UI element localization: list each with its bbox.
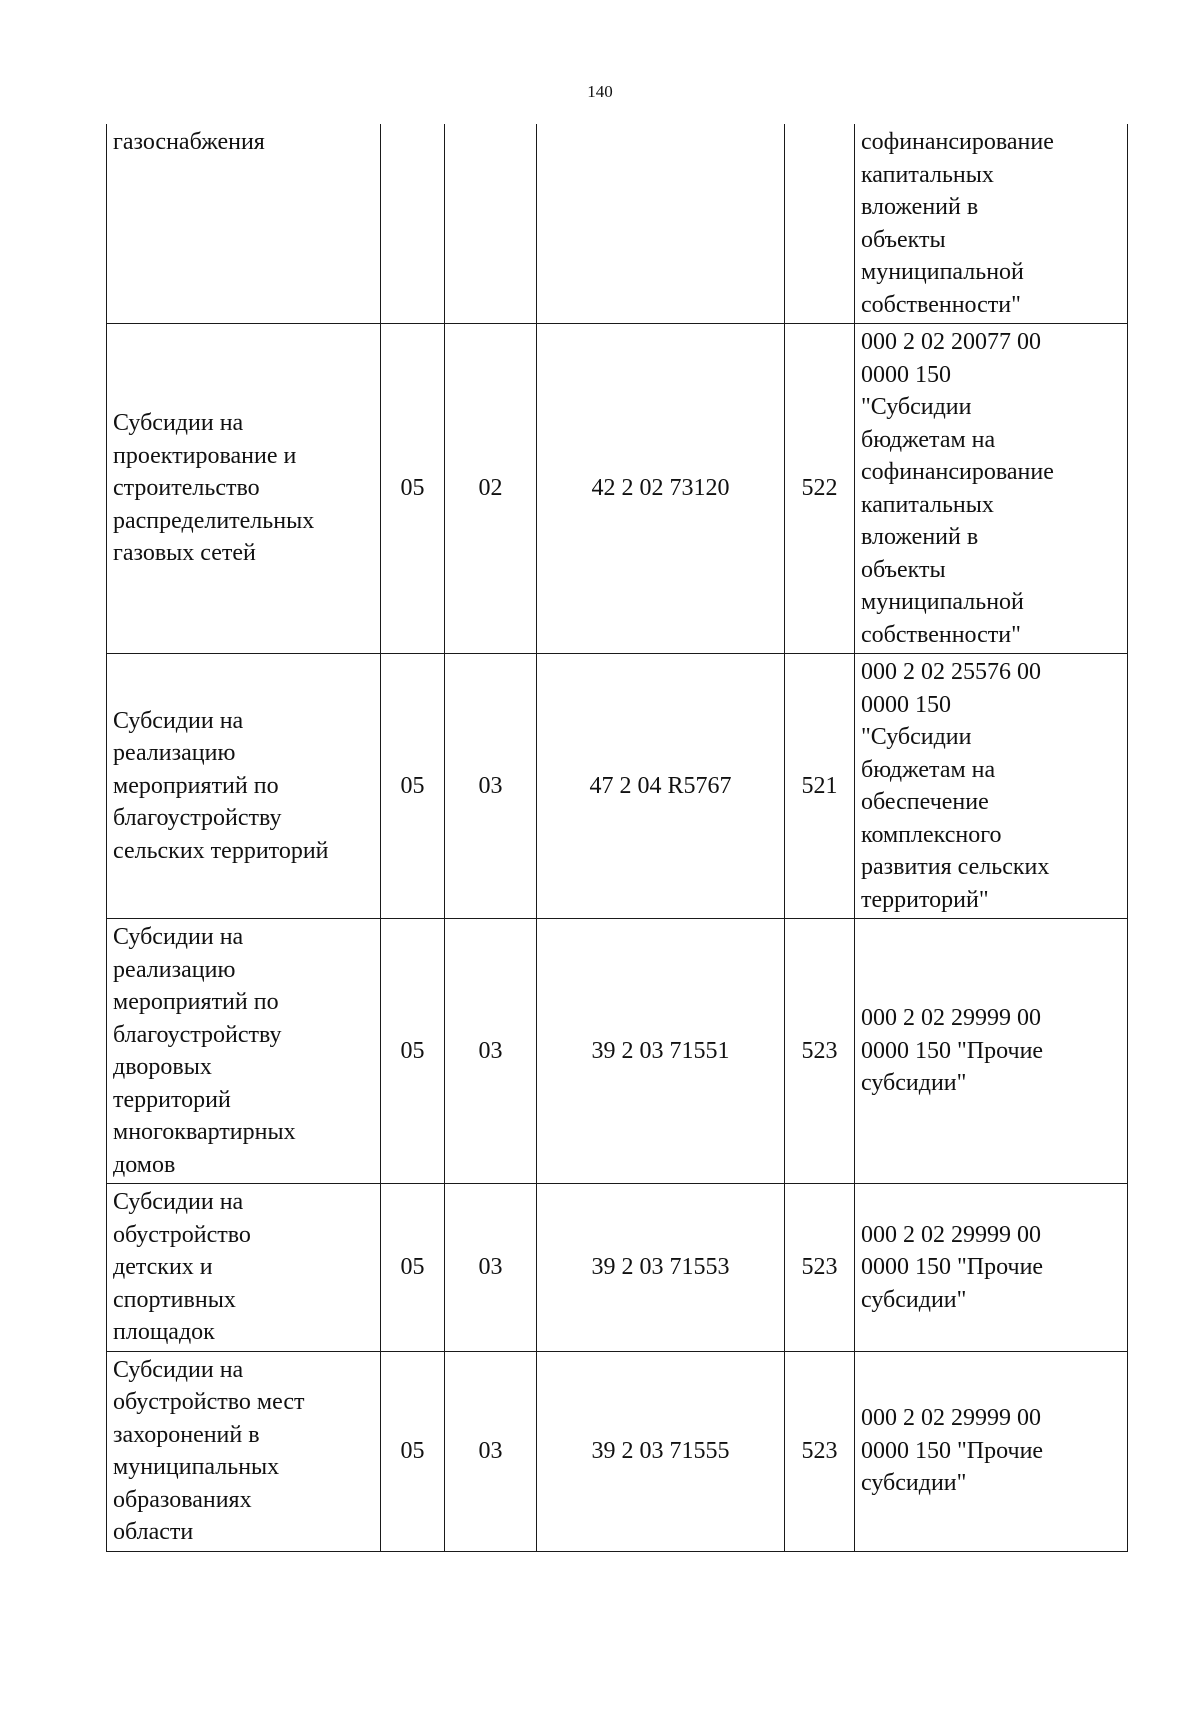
revenue-code-line: вложений в (861, 194, 979, 220)
revenue-code-line: 0000 150 "Прочие (861, 1437, 1044, 1464)
revenue-code-line: объекты (861, 226, 946, 253)
revenue-code-line: "Субсидии (861, 724, 972, 750)
target-article-cell (537, 124, 785, 324)
subsidy-name-line: распределительных (113, 507, 315, 534)
subsidy-name-line: образованиях (113, 1486, 252, 1513)
revenue-code-cell (855, 1351, 1128, 1551)
revenue-code-line: комплексного (861, 821, 1002, 848)
section-code-cell: 05 (381, 1351, 445, 1551)
target-article-cell: 42 2 02 73120 (537, 324, 785, 654)
expense-type-cell: 523 (785, 1351, 855, 1551)
table-row (107, 919, 1128, 1184)
revenue-code-line: объекты (861, 556, 946, 583)
table-row (107, 1184, 1128, 1352)
section-code-cell (381, 124, 445, 324)
table-row (107, 124, 1128, 324)
revenue-code-line: 000 2 02 20077 00 (861, 329, 1041, 355)
subsidy-name-cell (107, 324, 381, 654)
subsidy-name-cell (107, 1351, 381, 1551)
revenue-code-line: собственности" (861, 291, 1021, 318)
table-row (107, 324, 1128, 654)
subsidy-name-line: Субсидии на (113, 1356, 244, 1383)
target-article-cell: 39 2 03 71551 (537, 919, 785, 1184)
revenue-code-line: субсидии" (861, 1070, 967, 1097)
expense-type-cell: 523 (785, 919, 855, 1184)
subsidy-name-line: благоустройству (113, 805, 282, 832)
page-number: 140 (587, 82, 613, 101)
subsidy-name-cell (107, 919, 381, 1184)
revenue-code-line: бюджетам на (861, 756, 996, 783)
subsidy-name-line: мероприятий по (113, 772, 279, 799)
expense-type-cell (785, 124, 855, 324)
subsidy-name-line: обустройство (113, 1221, 251, 1248)
subsidy-name-line: территорий (113, 1086, 231, 1113)
subsidy-name-line: реализацию (113, 740, 236, 767)
budget-subsidies-table (106, 124, 1128, 1552)
subsection-code-cell: 03 (445, 1184, 537, 1352)
subsidy-name-line: мероприятий по (113, 989, 279, 1015)
revenue-code-cell (855, 1184, 1128, 1352)
target-article-cell: 47 2 04 R5767 (537, 654, 785, 919)
revenue-code-line: 0000 150 "Прочие (861, 1037, 1044, 1064)
subsection-code-cell: 03 (445, 919, 537, 1184)
table-row (107, 1351, 1128, 1551)
revenue-code-line: "Субсидии (861, 394, 972, 420)
subsidy-name-line: обустройство мест (113, 1389, 305, 1415)
subsidy-name-line: газовых сетей (113, 540, 256, 567)
revenue-code-line: капитальных (861, 491, 994, 518)
expense-type-cell: 522 (785, 324, 855, 654)
section-code-cell: 05 (381, 919, 445, 1184)
revenue-code-line: капитальных (861, 161, 994, 188)
revenue-code-line: 000 2 02 29999 00 (861, 1221, 1041, 1248)
revenue-code-cell (855, 124, 1128, 324)
subsection-code-cell: 03 (445, 654, 537, 919)
subsidy-name-cell (107, 124, 381, 324)
subsidy-name-line: области (113, 1519, 194, 1545)
revenue-code-cell (855, 919, 1128, 1184)
subsidy-name-line: газоснабжения (113, 129, 265, 155)
subsidy-name-line: площадок (113, 1319, 215, 1345)
table-row (107, 654, 1128, 919)
revenue-code-line: 000 2 02 29999 00 (861, 1405, 1041, 1432)
revenue-code-line: обеспечение (861, 789, 989, 815)
subsidy-name-cell (107, 1184, 381, 1352)
target-article-cell: 39 2 03 71553 (537, 1184, 785, 1352)
subsidy-name-line: проектирование и (113, 442, 297, 469)
expense-type-cell: 521 (785, 654, 855, 919)
section-code-cell: 05 (381, 654, 445, 919)
revenue-code-line: софинансирование (861, 459, 1054, 485)
revenue-code-line: территорий" (861, 886, 989, 913)
revenue-code-line: муниципальной (861, 259, 1024, 285)
subsidy-name-line: Субсидии на (113, 924, 244, 950)
section-code-cell: 05 (381, 1184, 445, 1352)
revenue-code-cell (855, 324, 1128, 654)
subsidy-name-line: муниципальных (113, 1454, 280, 1480)
subsidy-name-line: благоустройству (113, 1021, 282, 1048)
target-article-cell: 39 2 03 71555 (537, 1351, 785, 1551)
revenue-code-line: 000 2 02 25576 00 (861, 659, 1041, 685)
revenue-code-line: 0000 150 "Прочие (861, 1254, 1044, 1280)
subsidy-name-line: захоронений в (113, 1421, 260, 1448)
section-code-cell: 05 (381, 324, 445, 654)
subsidy-name-line: строительство (113, 475, 260, 502)
subsidy-name-line: реализацию (113, 956, 236, 983)
revenue-code-line: бюджетам на (861, 426, 996, 453)
expense-type-cell: 523 (785, 1184, 855, 1352)
revenue-code-line: муниципальной (861, 589, 1024, 615)
subsidy-name-line: домов (113, 1151, 176, 1178)
subsection-code-cell: 02 (445, 324, 537, 654)
revenue-code-line: вложений в (861, 524, 979, 550)
revenue-code-line: субсидии" (861, 1470, 967, 1497)
revenue-code-line: собственности" (861, 621, 1021, 648)
revenue-code-line: 0000 150 (861, 691, 951, 718)
subsidy-name-line: Субсидии на (113, 1189, 244, 1215)
subsidy-name-line: спортивных (113, 1286, 236, 1313)
subsection-code-cell (445, 124, 537, 324)
subsidy-name-line: детских и (113, 1254, 213, 1280)
table-body (107, 124, 1128, 1551)
revenue-code-line: 000 2 02 29999 00 (861, 1005, 1041, 1032)
subsidy-name-line: Субсидии на (113, 410, 244, 437)
subsidy-name-line: сельских территорий (113, 837, 329, 864)
subsidy-name-line: дворовых (113, 1054, 212, 1080)
subsection-code-cell: 03 (445, 1351, 537, 1551)
subsidy-name-cell (107, 654, 381, 919)
revenue-code-line: субсидии" (861, 1286, 967, 1313)
revenue-code-cell (855, 654, 1128, 919)
subsidy-name-line: Субсидии на (113, 707, 244, 734)
revenue-code-line: развития сельских (861, 854, 1050, 880)
subsidy-name-line: многоквартирных (113, 1119, 296, 1145)
revenue-code-line: 0000 150 (861, 361, 951, 388)
revenue-code-line: софинансирование (861, 129, 1054, 155)
